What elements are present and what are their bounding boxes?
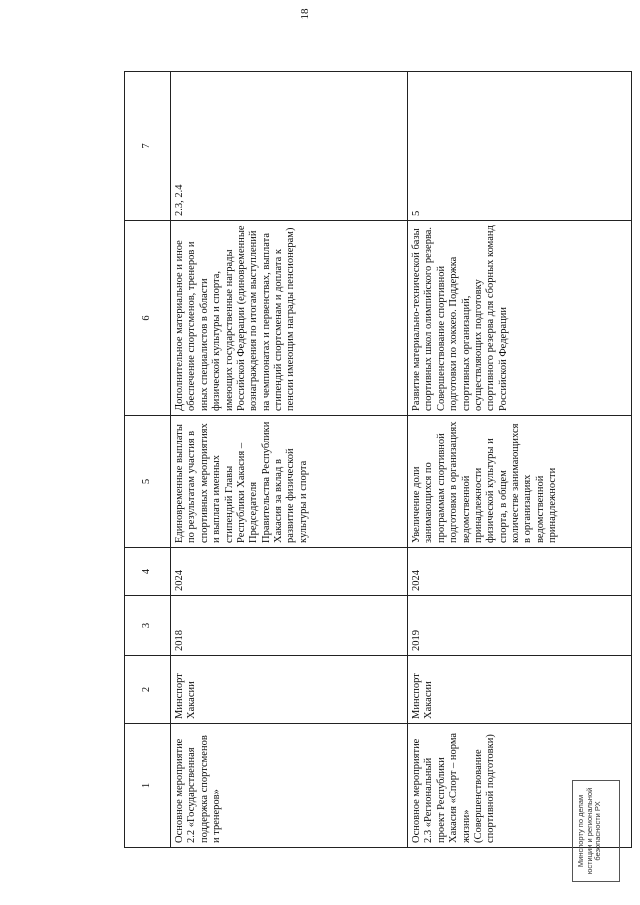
header-cell: 7: [125, 72, 171, 221]
cell-directions: Дополнительное материальное и иное обеспечение спортсменов, тренеров и иных специалистов в области физической культуры и спорта, имеющих государственные награды Российской Федерации (единовременные вознаграждения по итогам выступлений на чемпионатах и первенствах, выплата стипендий спортсменам и доплата к пенсии имеющим награды пенсионерам): [171, 221, 408, 416]
cell-executor: Минспорт Хакасии: [171, 656, 408, 724]
header-cell: 4: [125, 548, 171, 596]
header-cell: 5: [125, 416, 171, 548]
header-cell: 6: [125, 221, 171, 416]
cell-executor: Минспорт Хакасии: [408, 656, 632, 724]
cell-result: Единовременные выплаты по результатам участия в спортивных мероприятиях и выплата именных стипендий Главы Республики Хакасия – Председателя Правительства Республики Хакасия за вклад в развитие физической культуры и спорта: [171, 416, 408, 548]
page-number: 18: [299, 8, 311, 20]
cell-start-year: 2018: [171, 596, 408, 656]
cell-directions: Развитие материально-технической базы спортивных школ олимпийского резерва. Совершенствование спортивной подготовки по хоккею. Поддержка спортивных организаций, осуществляющих подготовку спортивного резерва для сборных команд Российской Федерации: [408, 221, 632, 416]
stamp-text: Минспорту по делам юстиции и региональной безопасности РХ: [576, 787, 603, 875]
cell-indicators: 5: [408, 72, 632, 221]
cell-end-year: 2024: [408, 548, 632, 596]
cell-start-year: 2019: [408, 596, 632, 656]
cell-end-year: 2024: [171, 548, 408, 596]
cell-measure: Основное мероприятие 2.3 «Региональный проект Республики Хакасия «Спорт – норма жизни» (Совершенствование спортивной подготовки): [408, 724, 632, 848]
cell-measure: Основное мероприятие 2.2 «Государственная поддержка спортсменов и тренеров»: [171, 724, 408, 848]
table-header-row: [125, 72, 171, 848]
table-row: [171, 72, 408, 848]
cell-indicators: 2.3, 2.4: [171, 72, 408, 221]
header-cell: 2: [125, 656, 171, 724]
data-table: [124, 71, 632, 848]
table-row: [408, 72, 632, 848]
header-cell: 3: [125, 596, 171, 656]
registration-stamp: [572, 780, 620, 882]
header-cell: 1: [125, 724, 171, 848]
cell-result: Увеличение доли занимающихся по программам спортивной подготовки в организациях ведомственной принадлежности физической культуры и спорта, в общем количестве занимающихся в организациях ведомственной принадлежности: [408, 416, 632, 548]
landscape-table-wrap: [124, 72, 614, 848]
